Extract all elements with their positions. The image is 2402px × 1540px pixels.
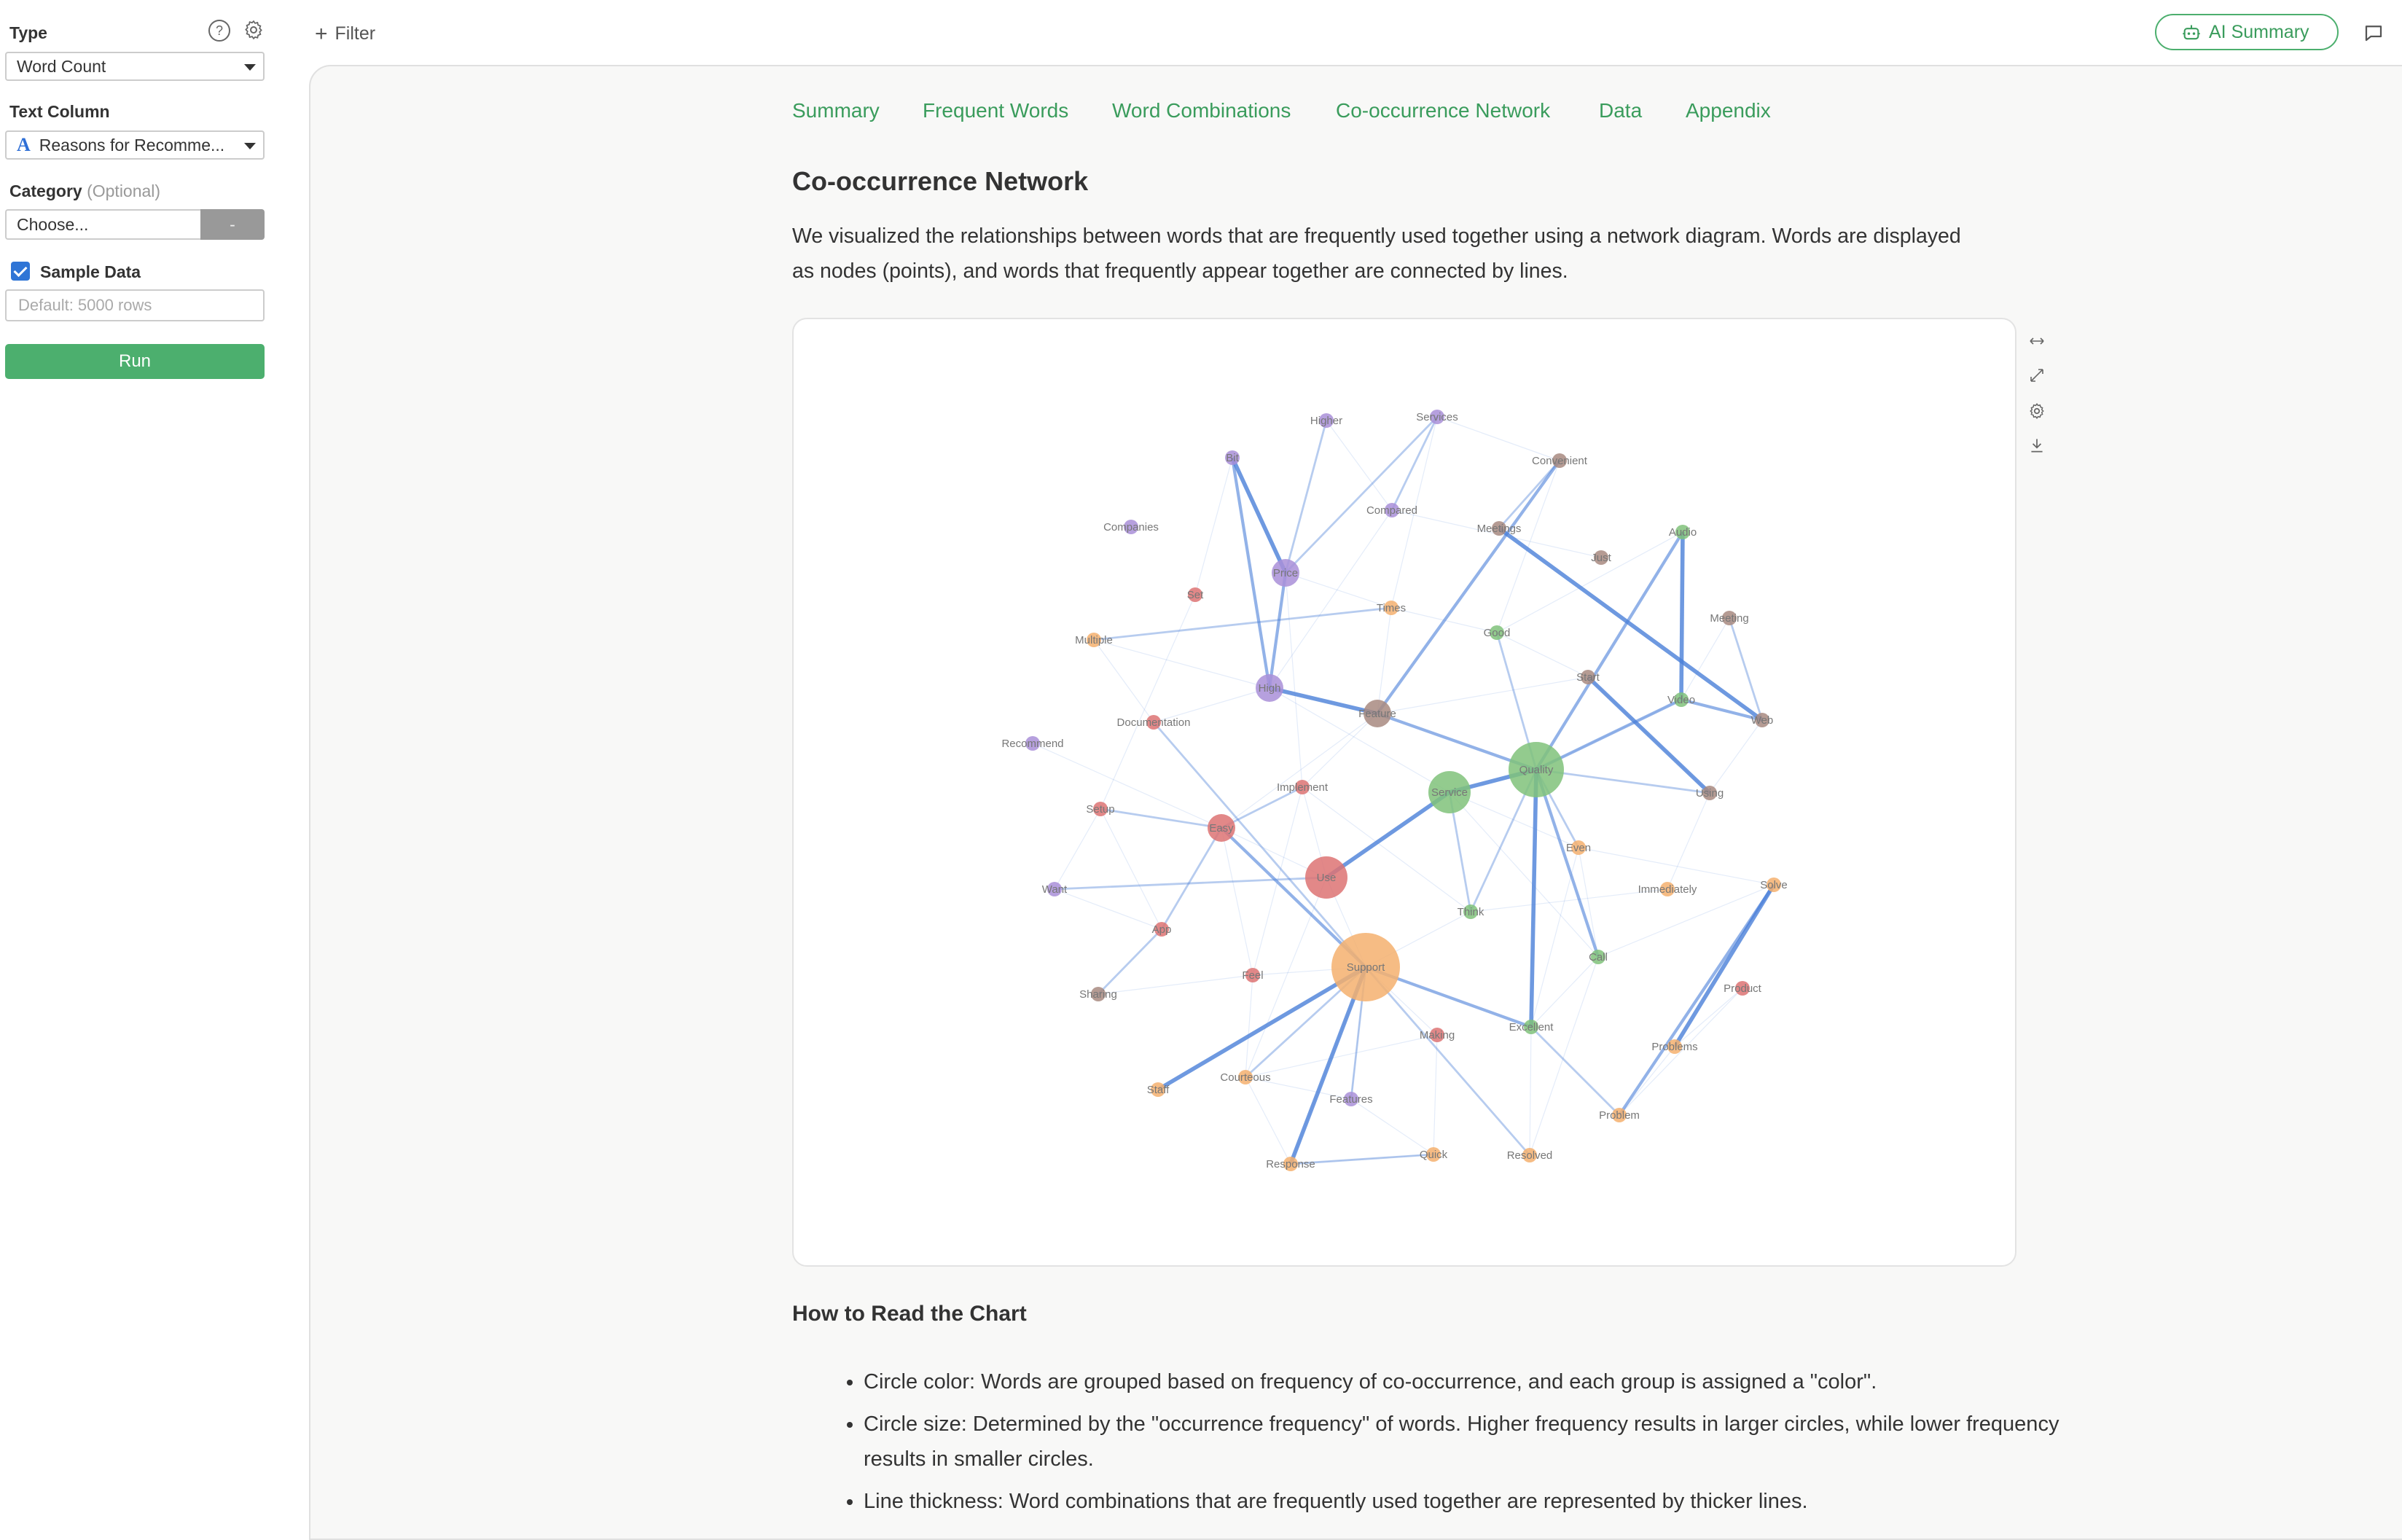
text-column-select[interactable] xyxy=(5,130,265,160)
node-label-think: Think xyxy=(1457,906,1484,918)
node-label-use: Use xyxy=(1316,872,1337,884)
node-label-call: Call xyxy=(1589,951,1608,964)
node-label-even: Even xyxy=(1565,842,1592,854)
ai-summary-label: AI Summary xyxy=(2209,22,2309,42)
background-edge xyxy=(1245,1077,1291,1164)
background-edge xyxy=(1286,573,1302,787)
type-select[interactable] xyxy=(5,52,265,81)
comment-icon[interactable] xyxy=(2363,22,2385,44)
node-label-courteous: Courteous xyxy=(1220,1071,1271,1084)
text-column-value: Reasons for Recomme... xyxy=(39,136,225,155)
tab-summary[interactable]: Summary xyxy=(792,99,880,122)
node-label-product: Product xyxy=(1724,982,1761,995)
node-label-problems: Problems xyxy=(1651,1041,1698,1053)
list-item: • Line thickness: Word combinations that are frequently used together are represented by thicker lines. xyxy=(864,1484,2088,1519)
run-button[interactable]: Run xyxy=(5,344,265,379)
node-label-audio: Audio xyxy=(1668,526,1697,539)
node-label-making: Making xyxy=(1419,1029,1455,1041)
edge-services-price xyxy=(1286,417,1437,573)
node-label-convenient: Convenient xyxy=(1532,455,1587,467)
node-label-service: Service xyxy=(1431,786,1468,799)
filter-button[interactable] xyxy=(315,20,375,45)
plus-icon: + xyxy=(315,22,328,46)
gear-icon[interactable] xyxy=(243,19,265,41)
node-label-recommend: Recommend xyxy=(1001,738,1064,750)
node-label-feel: Feel xyxy=(1242,969,1264,982)
node-label-set: Set xyxy=(1186,589,1204,601)
node-label-price: Price xyxy=(1272,567,1299,579)
background-edge xyxy=(1530,1027,1531,1155)
co-occurrence-network-chart[interactable] xyxy=(792,318,2016,1267)
node-label-sharing: Sharing xyxy=(1079,988,1117,1001)
node-label-bit: Bit xyxy=(1226,452,1239,464)
edge-easy-setup xyxy=(1100,809,1221,828)
node-label-app: App xyxy=(1151,923,1172,936)
background-edge xyxy=(1531,957,1598,1027)
node-label-immediately: Immediately xyxy=(1638,883,1697,896)
edge-meeting-web xyxy=(1729,618,1762,720)
background-edge xyxy=(1055,809,1100,889)
expand-horizontal-icon[interactable] xyxy=(2026,332,2048,350)
tab-data[interactable]: Data xyxy=(1599,99,1643,122)
background-edge xyxy=(1221,714,1377,828)
node-label-resolved: Resolved xyxy=(1506,1149,1553,1162)
node-label-using: Using xyxy=(1695,787,1724,800)
node-label-quality: Quality xyxy=(1519,764,1554,776)
nodes-layer xyxy=(1001,410,1787,1171)
edge-services-compared xyxy=(1392,417,1437,510)
node-label-start: Start xyxy=(1576,671,1600,684)
fullscreen-icon[interactable] xyxy=(2026,367,2048,384)
chevron-down-icon xyxy=(244,143,256,149)
category-label-text: Category xyxy=(9,181,82,200)
tab-appendix[interactable]: Appendix xyxy=(1686,99,1771,122)
background-edge xyxy=(1094,640,1154,722)
edge-price-high xyxy=(1270,573,1286,688)
node-label-solve: Solve xyxy=(1760,879,1788,891)
edge-multiple-times xyxy=(1094,608,1391,640)
background-edge xyxy=(1302,714,1377,787)
edge-higher-price xyxy=(1286,421,1326,573)
node-label-web: Web xyxy=(1750,714,1774,727)
node-label-implement: Implement xyxy=(1276,781,1329,794)
list-item: • Circle color: Words are grouped based on frequency of co-occurrence, and each group is assigned a "color". xyxy=(864,1364,2088,1399)
node-label-problem: Problem xyxy=(1599,1109,1640,1122)
sample-data-checkbox[interactable] xyxy=(11,262,30,281)
tab-co-occurrence-network[interactable]: Co-occurrence Network xyxy=(1336,99,1551,122)
background-edge xyxy=(1667,793,1710,889)
sample-data-label: Sample Data xyxy=(40,262,141,281)
sample-rows-input[interactable]: Default: 5000 rows xyxy=(5,289,265,321)
background-edge xyxy=(1286,573,1391,608)
settings-sidebar xyxy=(0,0,292,1529)
category-clear-button[interactable]: - xyxy=(200,209,265,240)
edge-feature-convenient xyxy=(1377,461,1560,714)
tab-frequent-words[interactable]: Frequent Words xyxy=(923,99,1069,122)
node-label-easy: Easy xyxy=(1209,822,1234,835)
text-column-label: Text Column xyxy=(9,102,110,121)
background-edge xyxy=(1094,640,1270,688)
background-edge xyxy=(1221,828,1253,975)
category-label xyxy=(9,181,160,201)
node-label-higher: Higher xyxy=(1310,415,1343,427)
edge-excellent-problem xyxy=(1531,1027,1619,1115)
node-label-multiple: Multiple xyxy=(1075,634,1113,646)
node-label-video: Video xyxy=(1667,694,1696,706)
section-description: We visualized the relationships between words that are frequently used together using a network diagram. Words are displayed as nodes (points), and words that frequently appear together are connected by lines. xyxy=(792,224,1961,283)
node-label-high: High xyxy=(1258,682,1281,695)
type-select-value: Word Count xyxy=(17,57,106,76)
edge-audio-video xyxy=(1681,532,1683,700)
settings-icon[interactable] xyxy=(2026,402,2048,421)
background-edge xyxy=(1033,743,1221,828)
node-label-staff: Staff xyxy=(1146,1084,1170,1096)
background-edge xyxy=(1098,975,1253,994)
category-select[interactable]: Choose... xyxy=(5,209,200,240)
edge-documentation-support xyxy=(1151,722,1366,967)
node-label-meetings: Meetings xyxy=(1476,523,1522,535)
edge-quality-excellent xyxy=(1531,770,1536,1027)
background-edge xyxy=(1530,957,1598,1155)
background-edge xyxy=(1681,618,1729,700)
category-optional: (Optional) xyxy=(87,181,161,200)
node-label-meeting: Meeting xyxy=(1710,612,1749,625)
background-edge xyxy=(1377,677,1588,714)
background-edge xyxy=(1100,809,1162,929)
background-edge xyxy=(1245,1035,1437,1077)
background-edge xyxy=(1497,461,1560,633)
node-label-services: Services xyxy=(1416,411,1458,423)
node-label-excellent: Excellent xyxy=(1509,1021,1554,1033)
list-item: • Circle size: Determined by the "occurrence frequency" of words. Higher frequency results in larger circles, while lower frequency results in smaller circles. xyxy=(864,1407,2088,1477)
node-label-response: Response xyxy=(1266,1158,1315,1170)
node-label-feature: Feature xyxy=(1358,708,1396,720)
node-label-just: Just xyxy=(1591,552,1611,564)
background-edge xyxy=(1578,848,1774,885)
help-icon[interactable]: ? xyxy=(208,20,230,42)
filter-label: Filter xyxy=(335,23,376,44)
edge-bit-high xyxy=(1232,458,1270,688)
edge-quality-call xyxy=(1536,770,1598,957)
background-edge xyxy=(1270,688,1450,792)
how-to-read-list xyxy=(792,1364,2088,1526)
node-label-features: Features xyxy=(1329,1093,1373,1106)
background-edge xyxy=(1710,720,1762,793)
background-edge xyxy=(1351,1099,1433,1154)
ai-summary-button[interactable] xyxy=(2155,14,2339,50)
background-edge xyxy=(1497,633,1588,677)
node-label-documentation: Documentation xyxy=(1116,716,1191,729)
edge-easy-app xyxy=(1162,828,1221,929)
node-label-times: Times xyxy=(1376,602,1407,614)
section-title: Co-occurrence Network xyxy=(792,166,1089,196)
node-label-companies: Companies xyxy=(1103,521,1159,533)
background-edge xyxy=(1450,792,1598,957)
text-type-icon: A xyxy=(17,134,31,155)
edge-solve-problem xyxy=(1619,885,1774,1115)
background-edge xyxy=(1437,417,1560,461)
edge-use-service xyxy=(1326,792,1450,878)
node-label-want: Want xyxy=(1041,883,1068,896)
background-edge xyxy=(1100,595,1195,809)
background-edge xyxy=(1055,889,1162,929)
background-edge xyxy=(1195,458,1232,595)
node-label-compared: Compared xyxy=(1366,504,1418,517)
node-label-setup: Setup xyxy=(1086,803,1115,816)
robot-icon xyxy=(2181,23,2202,43)
edge-app-sharing xyxy=(1098,929,1162,994)
chevron-down-icon xyxy=(244,64,256,71)
how-to-read-title: How to Read the Chart xyxy=(792,1302,1027,1326)
node-label-quick: Quick xyxy=(1419,1149,1448,1161)
type-label: Type xyxy=(9,23,47,42)
tab-word-combinations[interactable]: Word Combinations xyxy=(1112,99,1291,122)
background-edge xyxy=(1433,1035,1437,1154)
download-icon[interactable] xyxy=(2026,436,2048,455)
node-label-support: Support xyxy=(1346,961,1385,974)
node-label-good: Good xyxy=(1483,627,1511,639)
